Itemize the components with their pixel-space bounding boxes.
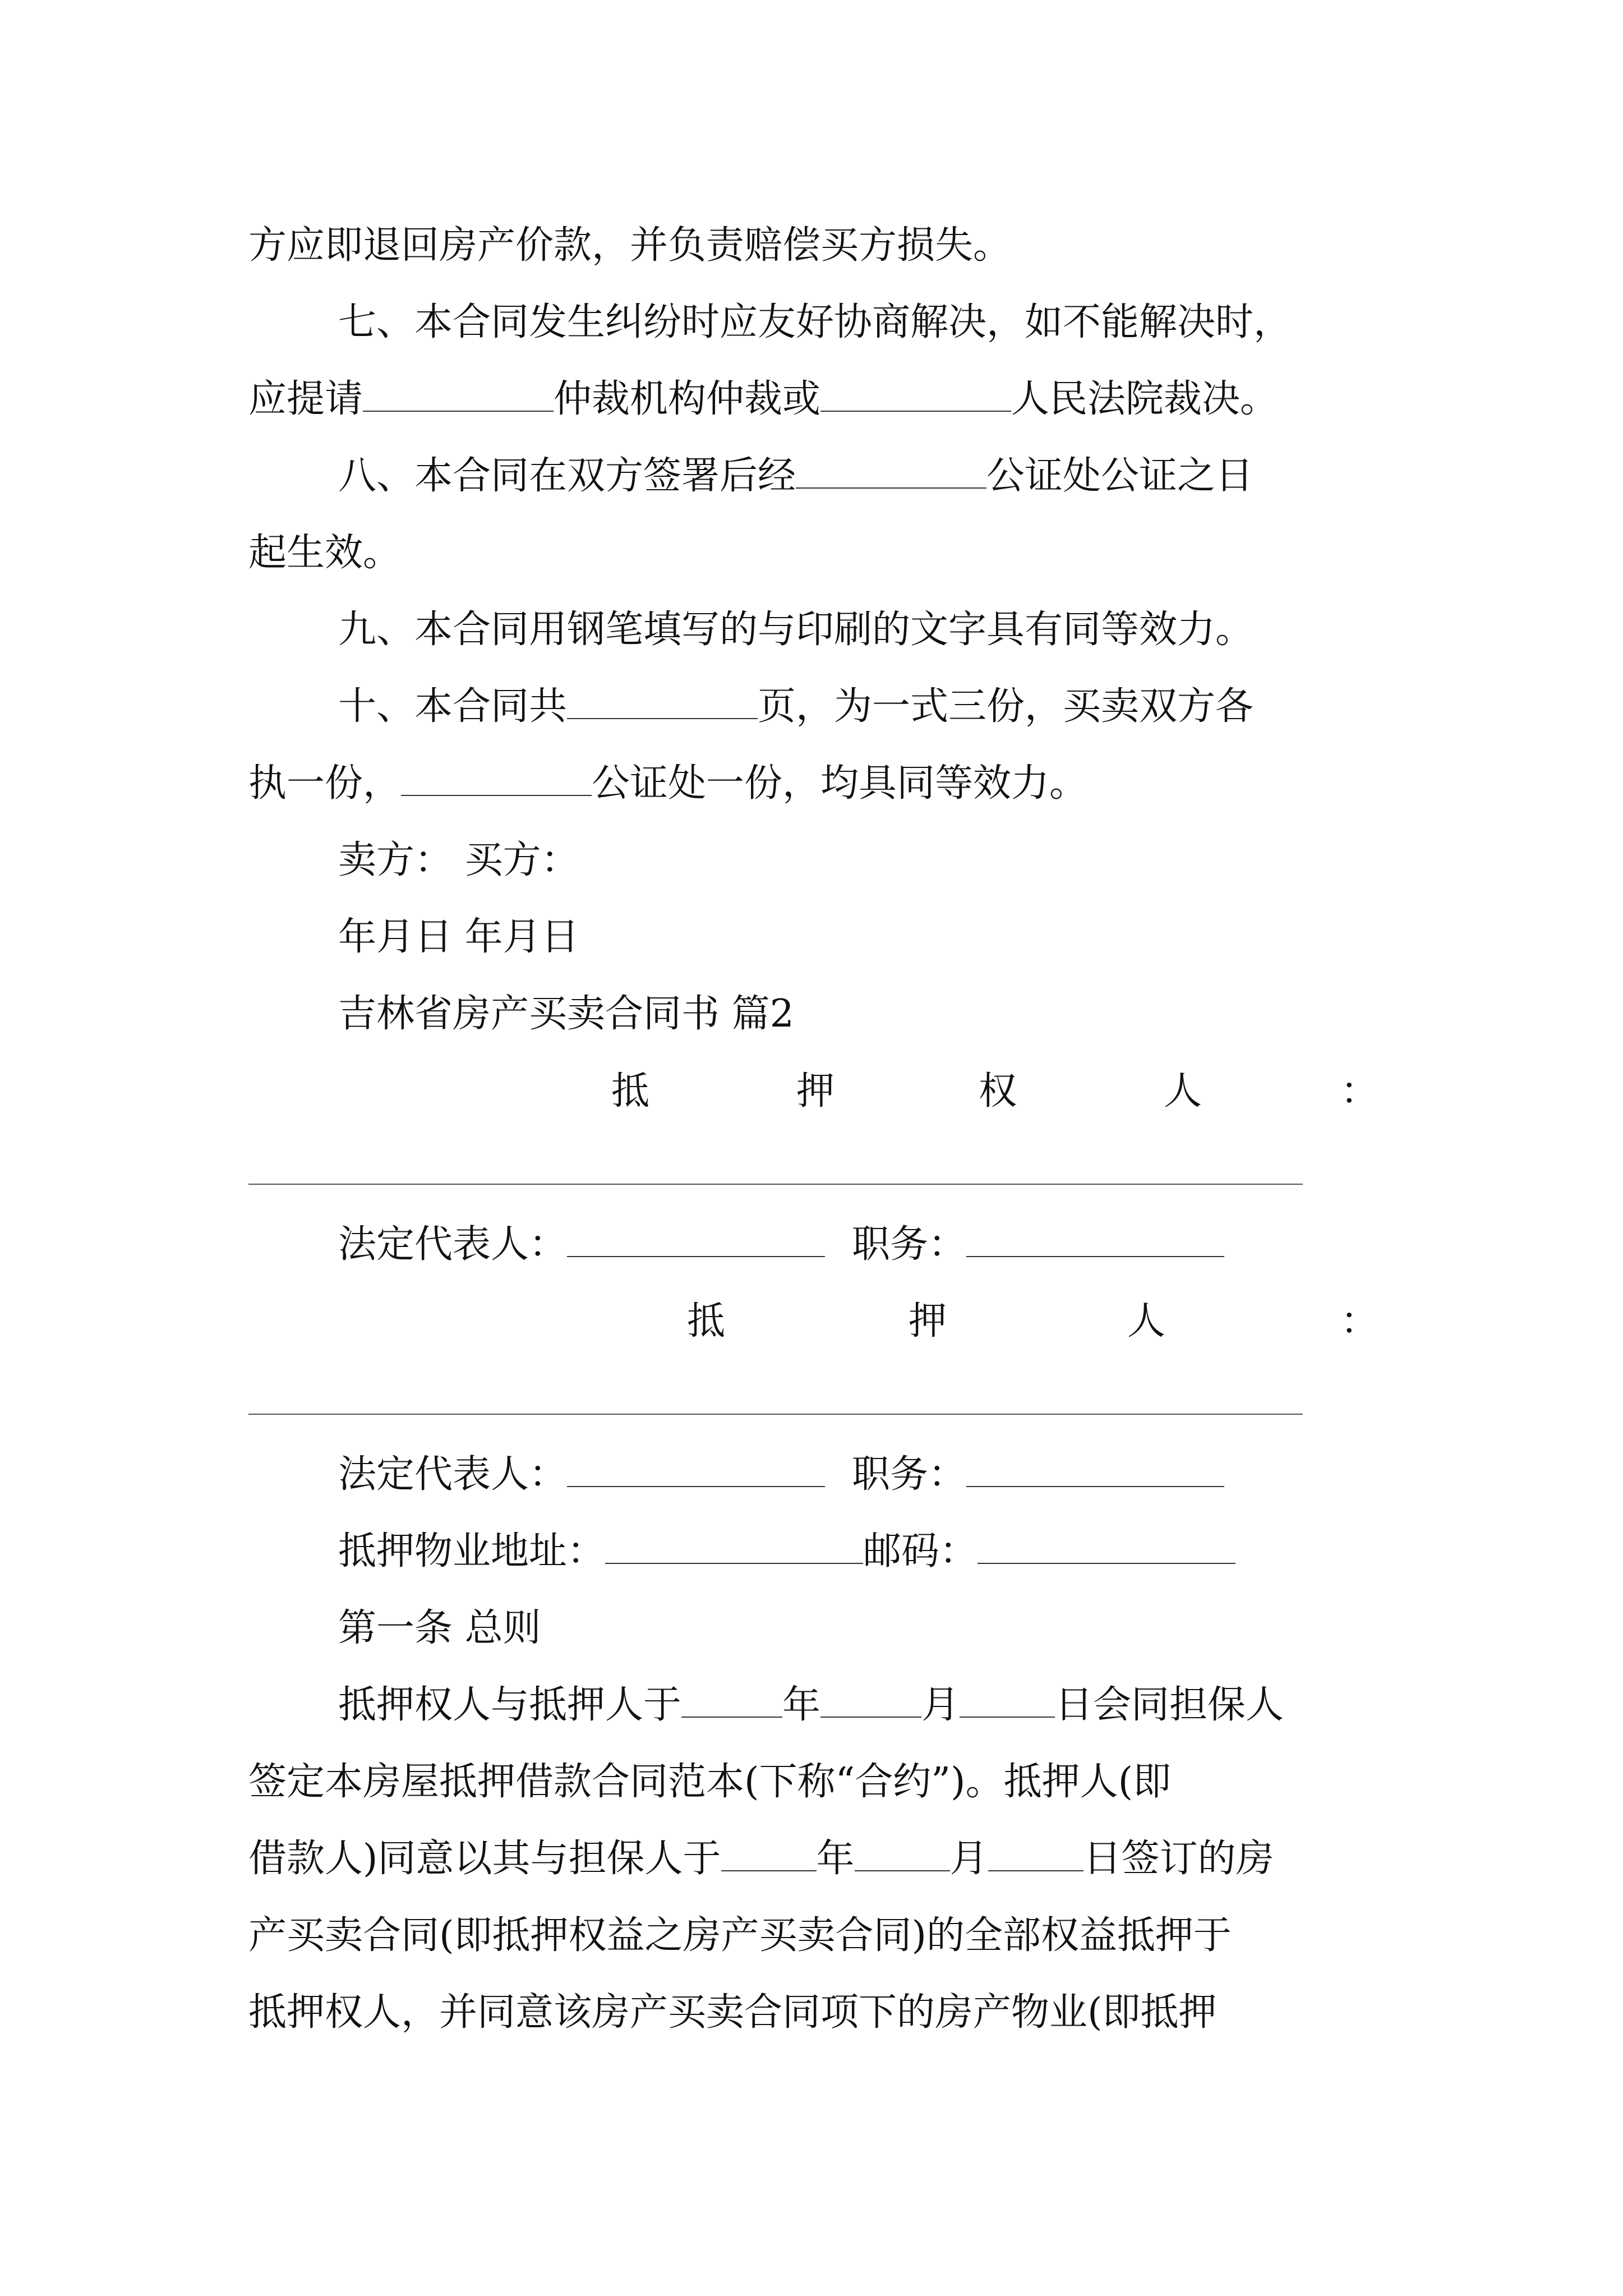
article-heading xyxy=(338,1606,541,1650)
text: 法定代表人： xyxy=(338,1222,568,1267)
text: 页，为一式三份，买卖双方各 xyxy=(758,684,1254,729)
mortgagor-fill-line xyxy=(248,1414,1303,1415)
representative-blank xyxy=(567,1456,825,1487)
property-address xyxy=(338,1529,1235,1573)
month-blank xyxy=(820,1686,921,1718)
text: ： xyxy=(1340,1299,1379,1343)
text: 日签订的房 xyxy=(1083,1837,1274,1881)
year-blank xyxy=(681,1686,782,1718)
text-line xyxy=(248,223,1012,268)
day-blank xyxy=(960,1686,1055,1718)
text: 押 xyxy=(796,1069,835,1114)
text: 抵 xyxy=(611,1069,650,1114)
clause-7 xyxy=(338,300,1292,344)
text: 公证处一份，均具同等效力。 xyxy=(592,761,1088,806)
text: 月 xyxy=(921,1683,960,1727)
signature-dates xyxy=(338,915,579,959)
text: 九、本合同用钢笔填写的与印刷的文字具有同等效力。 xyxy=(338,608,1254,652)
text: 公证处公证之日 xyxy=(986,454,1254,498)
text-line xyxy=(248,761,1088,806)
text: 抵押物业地址： xyxy=(338,1529,606,1573)
arbitration-blank xyxy=(363,380,554,412)
text: 七、本合同发生纠纷时应友好协商解决，如不能解决时， xyxy=(338,300,1292,344)
representative-blank xyxy=(567,1226,825,1257)
text-line xyxy=(338,1683,1284,1727)
text: ： xyxy=(1340,1069,1379,1114)
text: 人 xyxy=(1164,1069,1202,1114)
notary-blank xyxy=(796,457,986,489)
position-blank xyxy=(966,1226,1224,1257)
text: 押 xyxy=(909,1299,947,1343)
text: 签定本房屋抵押借款合同范本(下称“合约”)。抵押人(即 xyxy=(248,1760,1172,1804)
text: 第一条 总则 xyxy=(338,1606,541,1650)
mortgagor-representative xyxy=(338,1452,1224,1497)
text: 权 xyxy=(979,1069,1017,1114)
year-blank xyxy=(721,1840,817,1871)
mortgagee-representative xyxy=(338,1222,1224,1267)
text: 产买卖合同(即抵押权益之房产买卖合同)的全部权益抵押于 xyxy=(248,1913,1232,1958)
text: 年 xyxy=(816,1837,855,1881)
section-title xyxy=(338,992,794,1036)
text: 抵押权人与抵押人于 xyxy=(338,1683,682,1727)
text: 八、本合同在双方签署后经 xyxy=(338,454,796,498)
text: 执一份， xyxy=(248,761,402,806)
signature-parties xyxy=(338,838,579,882)
text: 法定代表人： xyxy=(338,1452,568,1497)
postcode-blank xyxy=(978,1533,1235,1564)
text: 仲裁机构仲裁或 xyxy=(554,377,821,421)
text-line xyxy=(248,1760,1172,1804)
clause-8 xyxy=(338,454,1254,498)
court-blank xyxy=(820,380,1011,412)
position-blank xyxy=(966,1456,1224,1487)
text: 方应即退回房产价款，并负责赔偿买方损失。 xyxy=(248,223,1012,268)
text: 应提请 xyxy=(248,377,363,421)
text: 十、本合同共 xyxy=(338,684,568,729)
text: 抵押权人，并同意该房产买卖合同项下的房产物业(即抵押 xyxy=(248,1990,1217,2035)
text: 年月日 年月日 xyxy=(338,915,579,959)
text: 抵 xyxy=(687,1299,726,1343)
text: 月 xyxy=(949,1837,988,1881)
text: 人民法院裁决。 xyxy=(1011,377,1279,421)
day-blank xyxy=(988,1840,1083,1871)
pages-blank xyxy=(567,688,758,719)
text: 起生效。 xyxy=(248,531,402,575)
month-blank xyxy=(855,1840,950,1871)
text-line xyxy=(248,531,402,575)
text-line xyxy=(248,377,1279,421)
text: 邮码： xyxy=(863,1529,978,1573)
text: 人 xyxy=(1127,1299,1166,1343)
clause-9 xyxy=(338,608,1254,652)
text: 年 xyxy=(782,1683,821,1727)
clause-10 xyxy=(338,684,1254,729)
notary-office-blank xyxy=(401,765,592,796)
text-line xyxy=(248,1990,1217,2035)
address-blank xyxy=(605,1533,863,1564)
text: 借款人)同意以其与担保人于 xyxy=(248,1837,721,1881)
text-line xyxy=(248,1837,1274,1881)
text: 职务： xyxy=(852,1452,967,1497)
text: 吉林省房产买卖合同书 篇2 xyxy=(338,992,794,1036)
text-line xyxy=(248,1913,1232,1958)
mortgagee-fill-line xyxy=(248,1184,1303,1185)
text: 日会同担保人 xyxy=(1055,1683,1284,1727)
text: 职务： xyxy=(852,1222,967,1267)
text: 卖方： 买方： xyxy=(338,838,579,882)
